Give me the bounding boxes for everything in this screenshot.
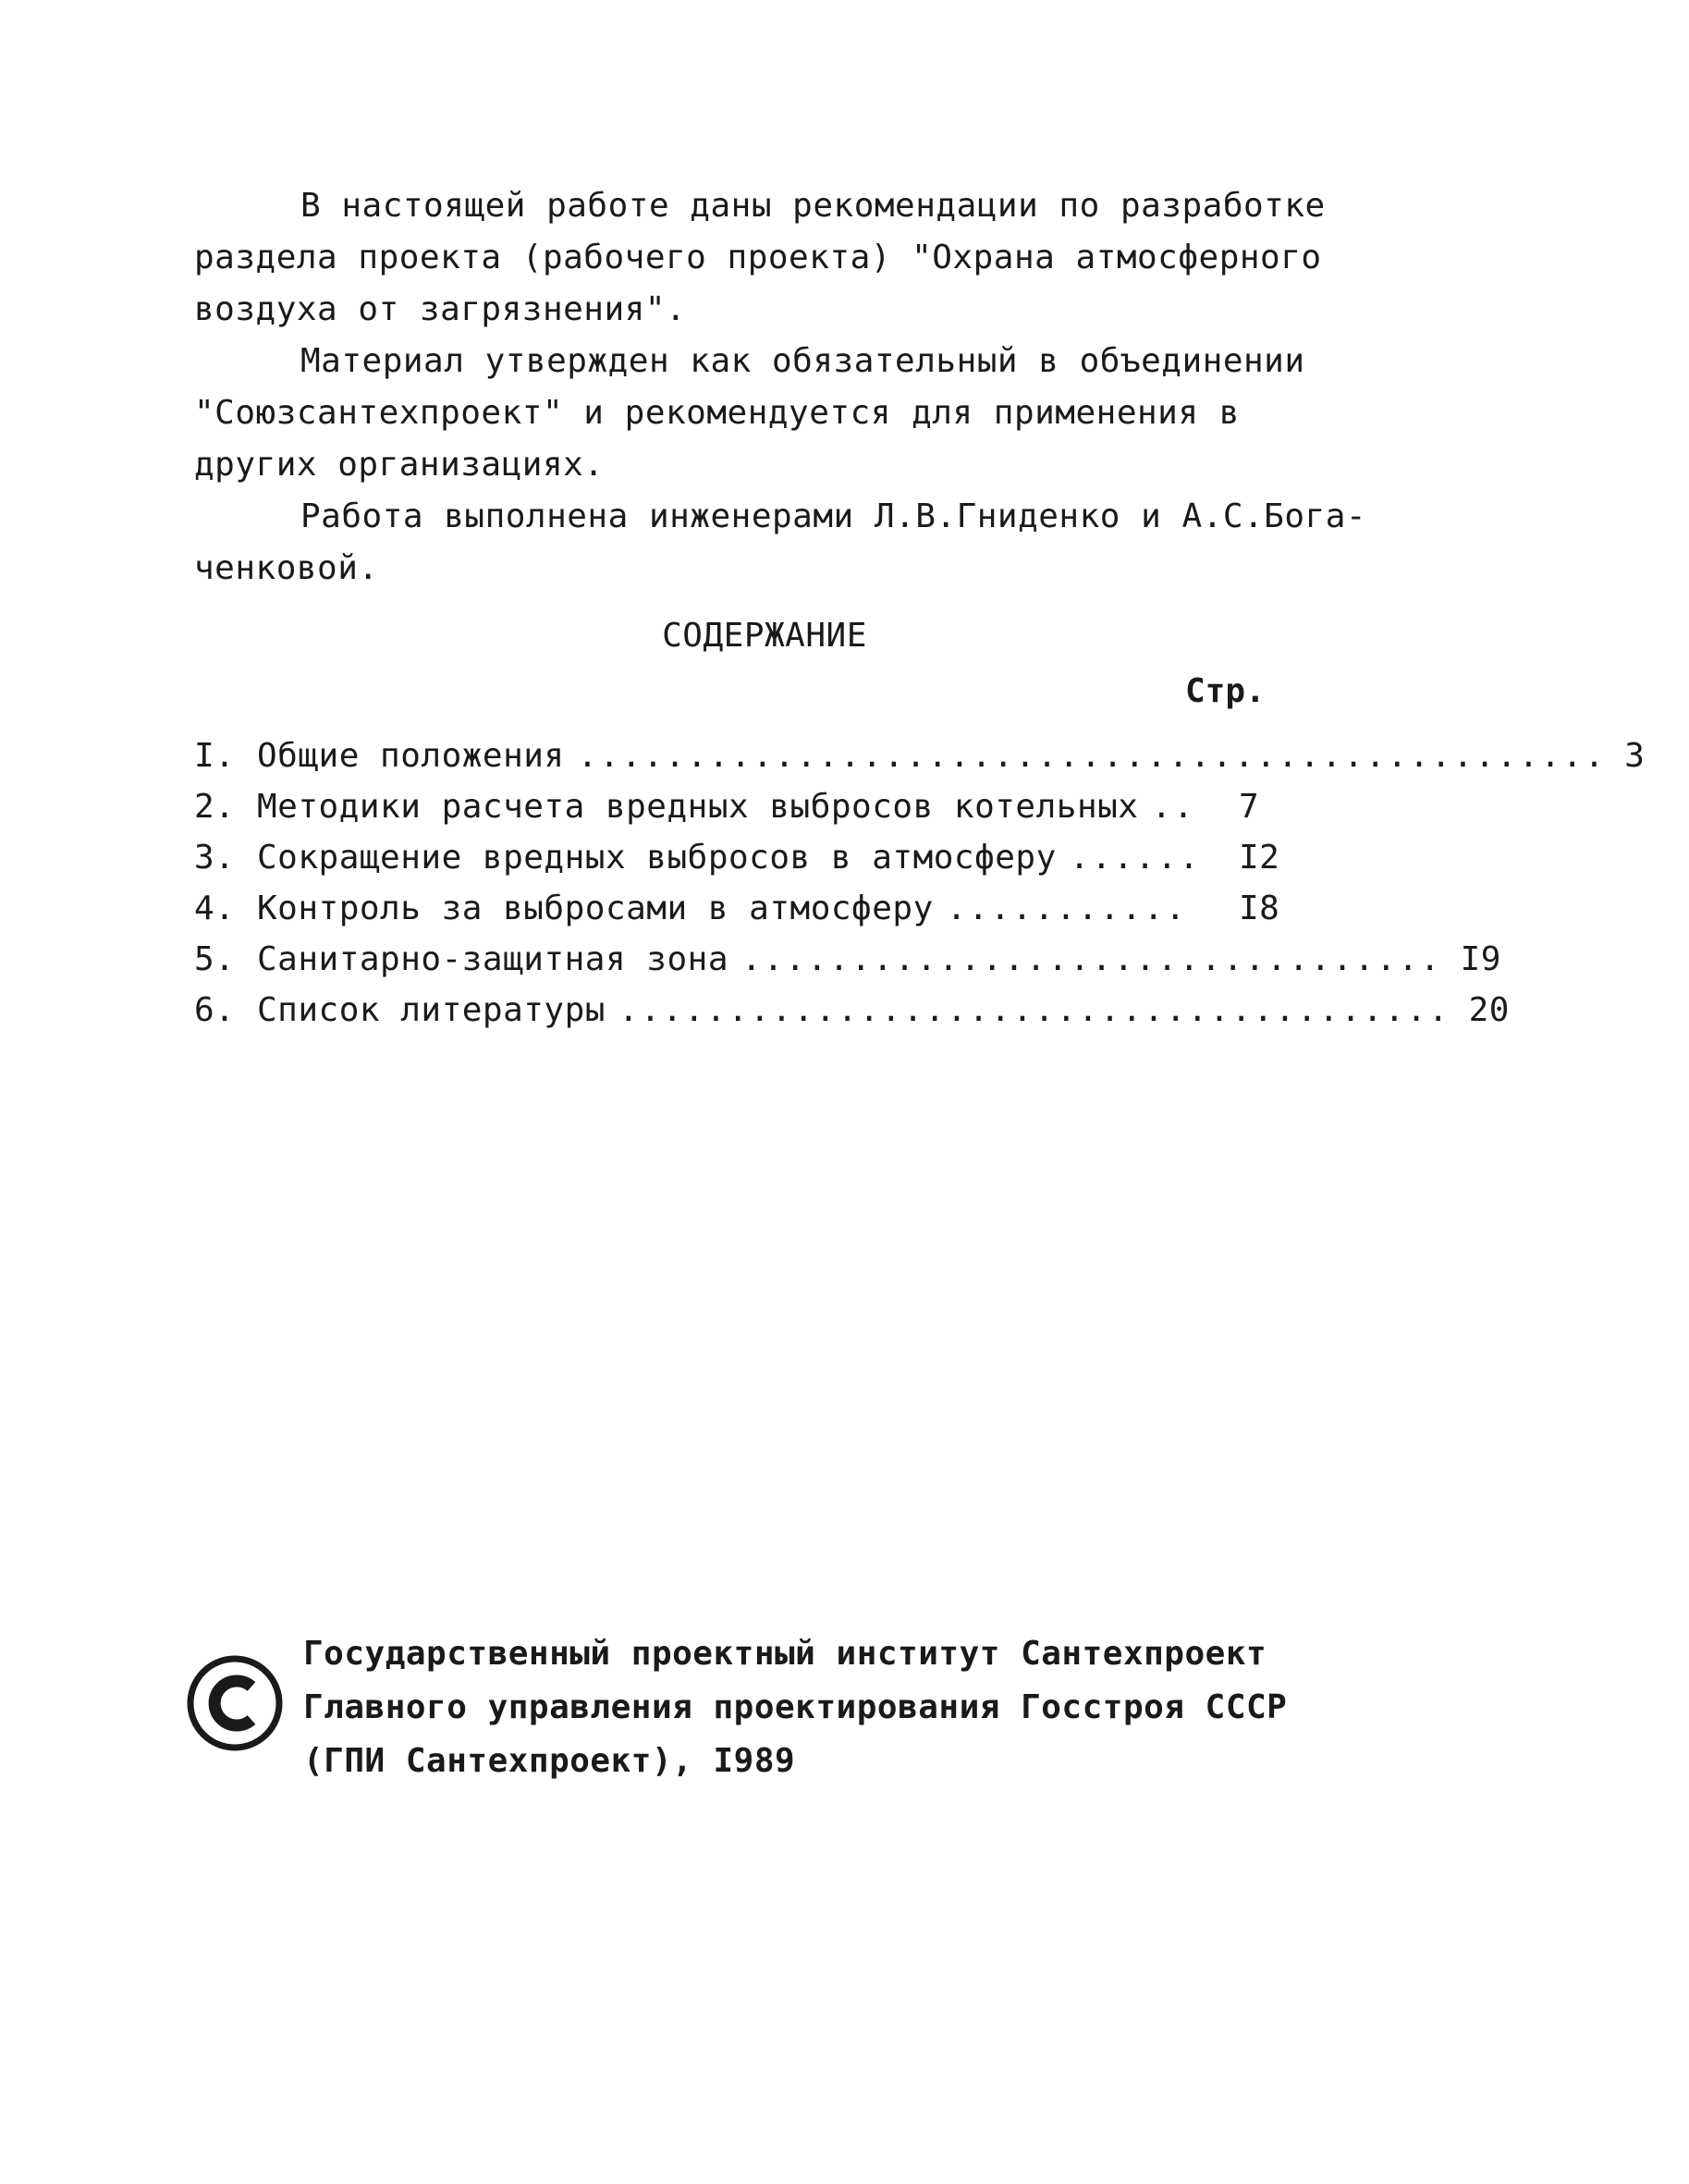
toc-item-leader: ...... bbox=[1069, 839, 1201, 877]
toc-item-page: 7 bbox=[1239, 788, 1260, 826]
toc-item-title: Общие положения bbox=[257, 737, 565, 775]
toc-item-leader: .. bbox=[1151, 788, 1195, 826]
toc-item bbox=[194, 781, 1303, 832]
contents-title: СОДЕРЖАНИЕ bbox=[662, 617, 867, 655]
toc-item-page: I8 bbox=[1239, 890, 1280, 927]
toc-item bbox=[194, 985, 1510, 1036]
toc-item bbox=[194, 832, 1303, 883]
toc-item-number: 6. bbox=[194, 991, 236, 1029]
toc-item-title: Список литературы bbox=[257, 991, 606, 1029]
toc-item-page: I9 bbox=[1460, 940, 1501, 978]
toc-item-number: 4. bbox=[194, 890, 236, 927]
toc-item-number: 5. bbox=[194, 940, 236, 978]
toc-item-title: Методики расчета вредных выбросов котельных bbox=[257, 788, 1139, 826]
toc-item bbox=[194, 883, 1303, 934]
table-of-contents bbox=[194, 730, 1646, 1036]
copyright-block bbox=[185, 1627, 1387, 1849]
toc-item-title: Санитарно-защитная зона bbox=[257, 940, 728, 978]
intro-paragraph-1: В настоящей работе даны рекомендации по разработке раздела проекта (рабочего проекта) "Охрана атмосферного воздуха от загрязнения". bbox=[194, 187, 1326, 328]
intro-paragraph-3: Работа выполнена инженерами Л.В.Гниденко и А.С.Бога- ченковой. bbox=[194, 497, 1367, 587]
intro-text bbox=[194, 180, 1377, 595]
page-column-label: Стр. bbox=[1185, 672, 1266, 710]
toc-item-page: I2 bbox=[1239, 839, 1280, 877]
toc-item-page: 3 bbox=[1624, 737, 1646, 775]
toc-item-number: 2. bbox=[194, 788, 236, 826]
toc-item-number: I. bbox=[194, 737, 236, 775]
toc-item-leader: ...................................... bbox=[618, 991, 1450, 1029]
publisher-info: Государственный проектный институт Сантехпроект Главного управления проектирования Госстроя СССР (ГПИ Сантехпроект), I989 bbox=[303, 1635, 1288, 1780]
toc-item bbox=[194, 934, 1501, 985]
toc-item-title: Контроль за выбросами в атмосферу bbox=[257, 890, 934, 927]
toc-item-title: Сокращение вредных выбросов в атмосферу bbox=[257, 839, 1057, 877]
copyright-icon bbox=[185, 1653, 285, 1753]
toc-item-leader: ............................................... bbox=[577, 737, 1607, 775]
toc-item-page: 20 bbox=[1468, 991, 1510, 1029]
toc-item-number: 3. bbox=[194, 839, 236, 877]
toc-item-leader: ................................ bbox=[741, 940, 1442, 978]
intro-paragraph-2: Материал утвержден как обязательный в объединении "Союзсантехпроект" и рекомендуется для применения в других организациях. bbox=[194, 342, 1305, 484]
toc-item bbox=[194, 730, 1646, 781]
toc-item-leader: ........... bbox=[946, 890, 1188, 927]
